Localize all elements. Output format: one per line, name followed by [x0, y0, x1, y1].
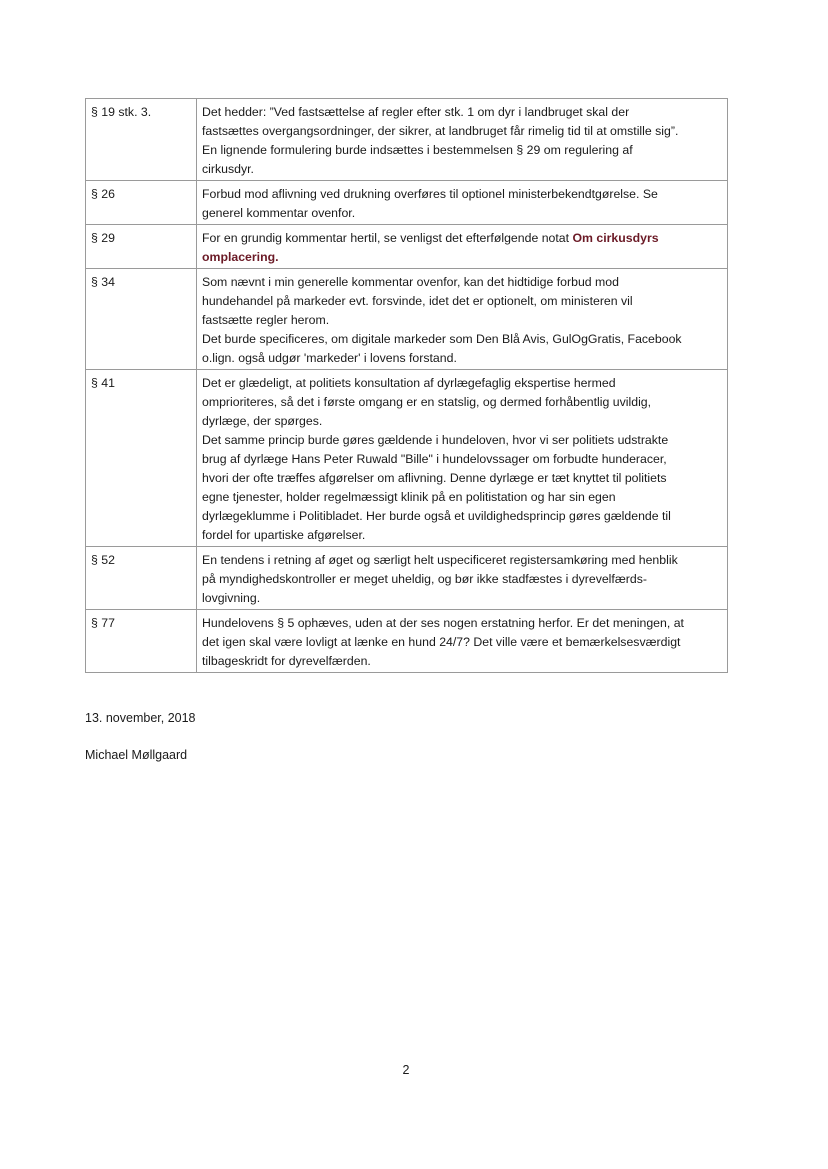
- table-row: [86, 370, 728, 547]
- table-row: [86, 225, 728, 269]
- comments-table: [85, 98, 728, 673]
- document-date: 13. november, 2018: [85, 711, 196, 725]
- comment-cell: [197, 181, 728, 225]
- section-cell: § 41: [86, 370, 197, 547]
- comment-cell: [197, 547, 728, 610]
- comment-cell: [197, 610, 728, 673]
- comment-paragraph: En tendens i retning af øget og særligt helt uspecificeret registersamkøring med henblik på myndighedskontroller er meget uheldig, og bør ikke stadfæstes i dyrevelfærds- lovgivning.: [202, 553, 678, 605]
- signer-name: Michael Møllgaard: [85, 748, 188, 762]
- comment-cell: [197, 370, 728, 547]
- table-row: [86, 547, 728, 610]
- comment-paragraph: Som nævnt i min generelle kommentar ovenfor, kan det hidtidige forbud mod hundehandel på markeder evt. forsvinde, idet det er optionelt, om ministeren vil fastsætte regler herom.: [202, 275, 633, 327]
- comment-cell: [197, 269, 728, 370]
- comment-paragraph: [202, 229, 723, 267]
- comment-paragraph: Hundelovens § 5 ophæves, uden at der ses nogen erstatning herfor. Er det meningen, at det igen skal være lovligt at lænke en hund 24/7? Det ville være et bemærkelsesværdigt tilbageskridt for dyrevelfærden.: [202, 616, 684, 668]
- section-cell: § 52: [86, 547, 197, 610]
- section-cell: § 19 stk. 3.: [86, 99, 197, 181]
- section-cell: § 29: [86, 225, 197, 269]
- section-cell: § 26: [86, 181, 197, 225]
- table-row: [86, 610, 728, 673]
- comment-cell: [197, 99, 728, 181]
- comment-paragraph: Det samme princip burde gøres gældende i hundeloven, hvor vi ser politiets udstrakte brug af dyrlæge Hans Peter Ruwald "Bille" i hundelovssager om forbudte hunderacer, hvori der ofte træffes afgørelser om aflivning. Denne dyrlæge er tæt knyttet til politiets egne tjenester, holder regelmæssigt klinik på en politistation og har sin egen dyrlægeklumme i Politibladet. Her burde også et uvildighedsprincip gøres gældende til fordel for upartiske afgørelser.: [202, 433, 671, 542]
- section-cell: § 34: [86, 269, 197, 370]
- comment-text: For en grundig kommentar hertil, se venligst det efterfølgende notat: [202, 231, 573, 245]
- table-row: [86, 99, 728, 181]
- table-row: [86, 181, 728, 225]
- section-cell: § 77: [86, 610, 197, 673]
- comment-paragraph: Det er glædeligt, at politiets konsultation af dyrlægefaglig ekspertise hermed omprioriteres, så det i første omgang er en statslig, og dermed forhåbentlig uvildig, dyrlæge, der spørges.: [202, 376, 652, 428]
- note-reference-link[interactable]: Om cirkusdyrs omplacering.: [202, 231, 659, 264]
- comment-paragraph: Det burde specificeres, om digitale markeder som Den Blå Avis, GulOgGratis, Facebook o.lign. også udgør 'markeder' i lovens forstand.: [202, 332, 682, 365]
- comment-cell: [197, 225, 728, 269]
- comment-paragraph: Forbud mod aflivning ved drukning overføres til optionel ministerbekendtgørelse. Se generel kommentar ovenfor.: [202, 187, 658, 220]
- table-row: [86, 269, 728, 370]
- page-number: 2: [402, 1063, 410, 1077]
- comment-paragraph: Det hedder: ”Ved fastsættelse af regler efter stk. 1 om dyr i landbruget skal der fastsættes overgangsordninger, der sikrer, at landbruget får rimelig tid til at omstille sig”. En lignende formulering burde indsættes i bestemmelsen § 29 om regulering af cirkusdyr.: [202, 105, 679, 176]
